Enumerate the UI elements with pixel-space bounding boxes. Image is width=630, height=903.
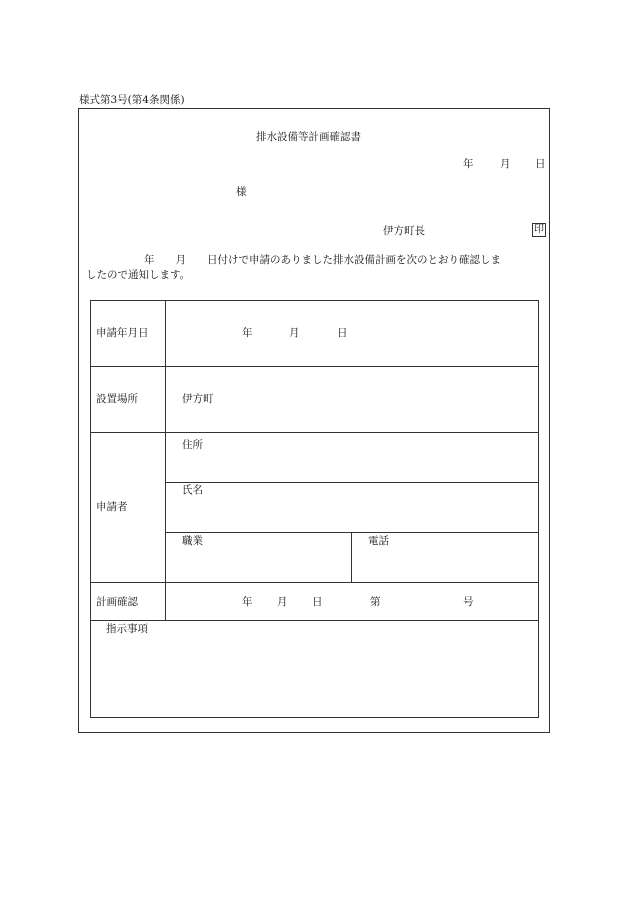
occupation-label: 職業	[182, 535, 203, 547]
notice-paragraph	[86, 253, 546, 283]
phone-label: 電話	[368, 535, 389, 547]
notice-text-line2: したので通知します。	[86, 269, 191, 281]
name-label: 氏名	[182, 484, 203, 496]
plan-confirmation-number-suffix: 号	[463, 596, 474, 608]
plan-confirmation-year: 年	[242, 596, 253, 608]
issue-date-year: 年	[463, 158, 474, 170]
issuer-name: 伊方町長	[383, 225, 425, 237]
document-title: 排水設備等計画確認書	[256, 131, 361, 143]
addressee-suffix: 様	[236, 186, 247, 198]
application-date-year: 年	[242, 327, 253, 339]
issue-date-month: 月	[500, 158, 511, 170]
plan-confirmation-number-prefix: 第	[370, 596, 381, 608]
location-value: 伊方町	[182, 393, 214, 405]
plan-confirmation-month: 月	[277, 596, 288, 608]
notice-year: 年	[144, 254, 155, 266]
application-date-month: 月	[289, 327, 300, 339]
address-label: 住所	[182, 439, 203, 451]
location-label: 設置場所	[96, 393, 138, 405]
application-date-label: 申請年月日	[96, 327, 149, 339]
form-number: 様式第3号(第4条関係)	[79, 94, 185, 106]
notice-text-line1: 日付けで申請のありました排水設備計画を次のとおり確認しま	[207, 254, 501, 266]
application-date-day: 日	[337, 327, 348, 339]
issue-date-day: 日	[535, 158, 546, 170]
instructions-label: 指示事項	[106, 623, 148, 635]
plan-confirmation-label: 計画確認	[96, 596, 138, 608]
notice-month: 月	[175, 254, 186, 266]
applicant-label: 申請者	[96, 501, 128, 513]
seal-mark: 印	[534, 224, 544, 235]
document-frame	[78, 108, 550, 733]
plan-confirmation-day: 日	[312, 596, 323, 608]
